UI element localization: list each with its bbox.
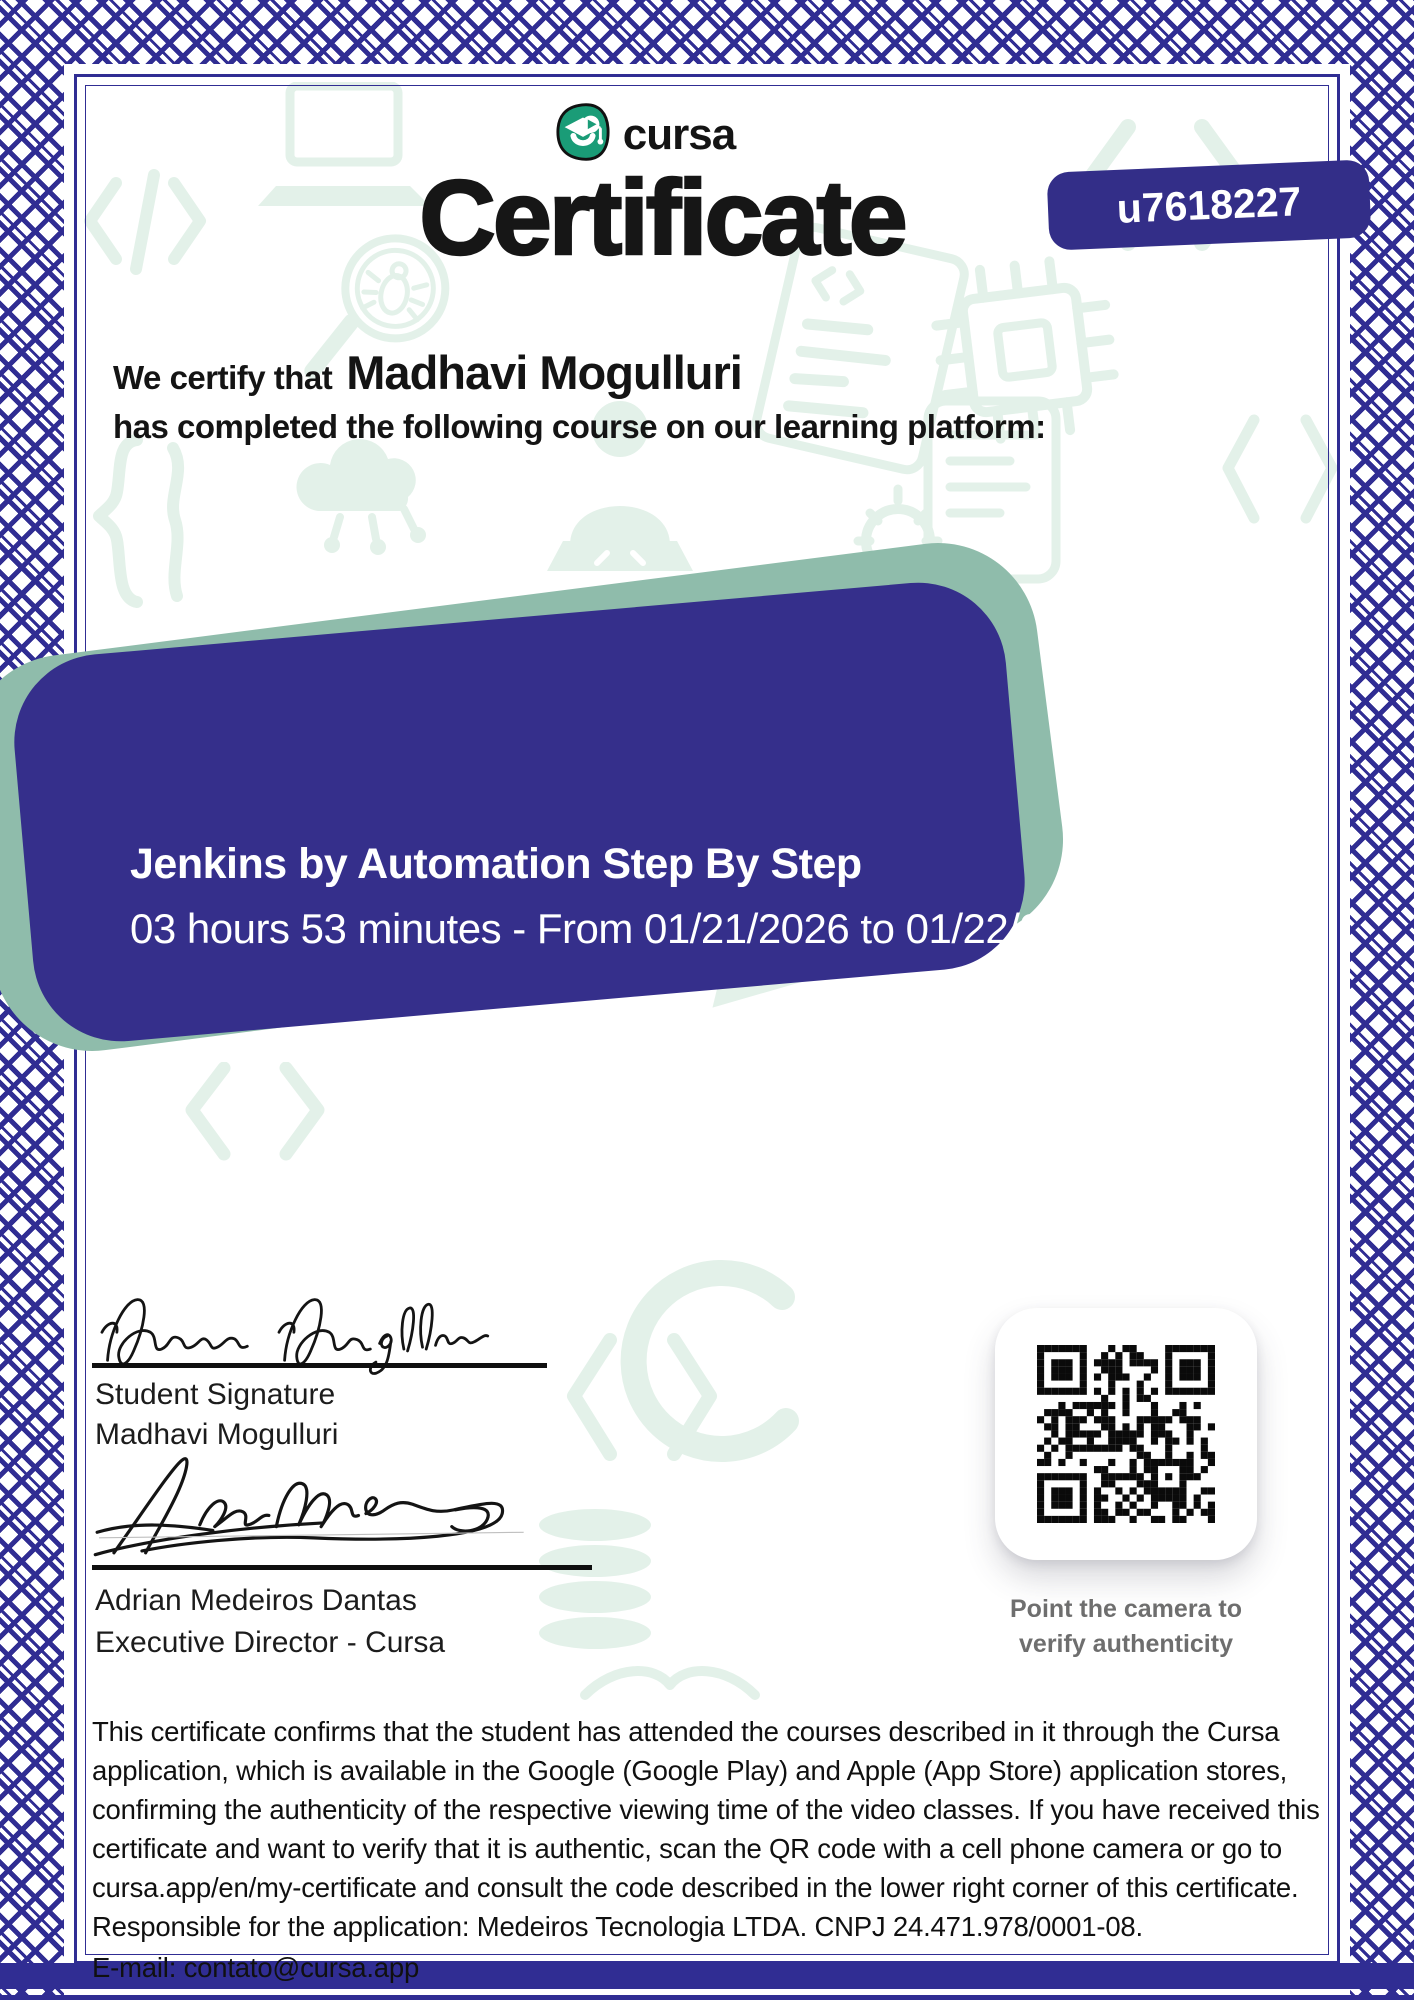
student-name: Madhavi Mogulluri — [346, 346, 742, 399]
qr-code — [1037, 1345, 1215, 1523]
certify-prefix: We certify that — [113, 359, 333, 396]
student-signature-label: Student Signature — [95, 1378, 336, 1411]
director-role: Executive Director - Cursa — [95, 1626, 446, 1659]
book-watermark-icon — [575, 1645, 765, 1705]
bottom-border-band-thin — [0, 1995, 1414, 2000]
footer-disclaimer — [92, 1712, 1338, 1987]
student-signature-line — [92, 1363, 547, 1368]
code-brackets-watermark-icon — [180, 1062, 330, 1162]
cloud-network-watermark-icon — [280, 425, 450, 565]
course-title: Jenkins by Automation Step By Step — [130, 840, 862, 888]
qr-caption: Point the camera to verify authenticity — [1010, 1595, 1242, 1658]
certificate-title: Certificate — [419, 159, 905, 277]
student-signature-name: Madhavi Mogulluri — [95, 1418, 339, 1451]
course-details: 03 hours 53 minutes - From 01/21/2026 to 01/22/2026 — [130, 905, 1111, 952]
footer-email: E-mail: contato@cursa.app — [92, 1952, 420, 1984]
code-brackets-watermark-icon — [1220, 400, 1340, 540]
course-banner-text — [130, 840, 1111, 953]
certify-line2: has completed the following course on our learning platform: — [113, 408, 1046, 445]
certificate-id-badge: u7618227 — [1047, 159, 1372, 250]
director-signature-image — [88, 1452, 558, 1569]
intro-text — [113, 345, 1113, 446]
footer-body: This certificate confirms that the student has attended the courses described in it through the Cursa application, which is available in the Google (Google Play) and Apple (App Store) application stores, confirming the authenticity of the respective viewing time of the video classes. If you have received this certificate and want to verify that it is authentic, scan the QR code with a cell phone camera or go to cursa.app/en/my-certificate and consult the code described in the lower right corner of this certificate. Responsible for the application: Medeiros Tecnologia LTDA. CNPJ 24.471.978/0001-08. — [92, 1716, 1320, 1943]
cursa-logo-text: cursa — [622, 109, 736, 159]
qr-code-card — [995, 1308, 1257, 1560]
student-signature-image — [95, 1295, 545, 1382]
director-signature-line — [92, 1565, 592, 1570]
code-brackets-watermark-icon — [560, 1322, 725, 1472]
director-name: Adrian Medeiros Dantas — [95, 1584, 417, 1617]
braces-watermark-icon — [75, 430, 215, 620]
